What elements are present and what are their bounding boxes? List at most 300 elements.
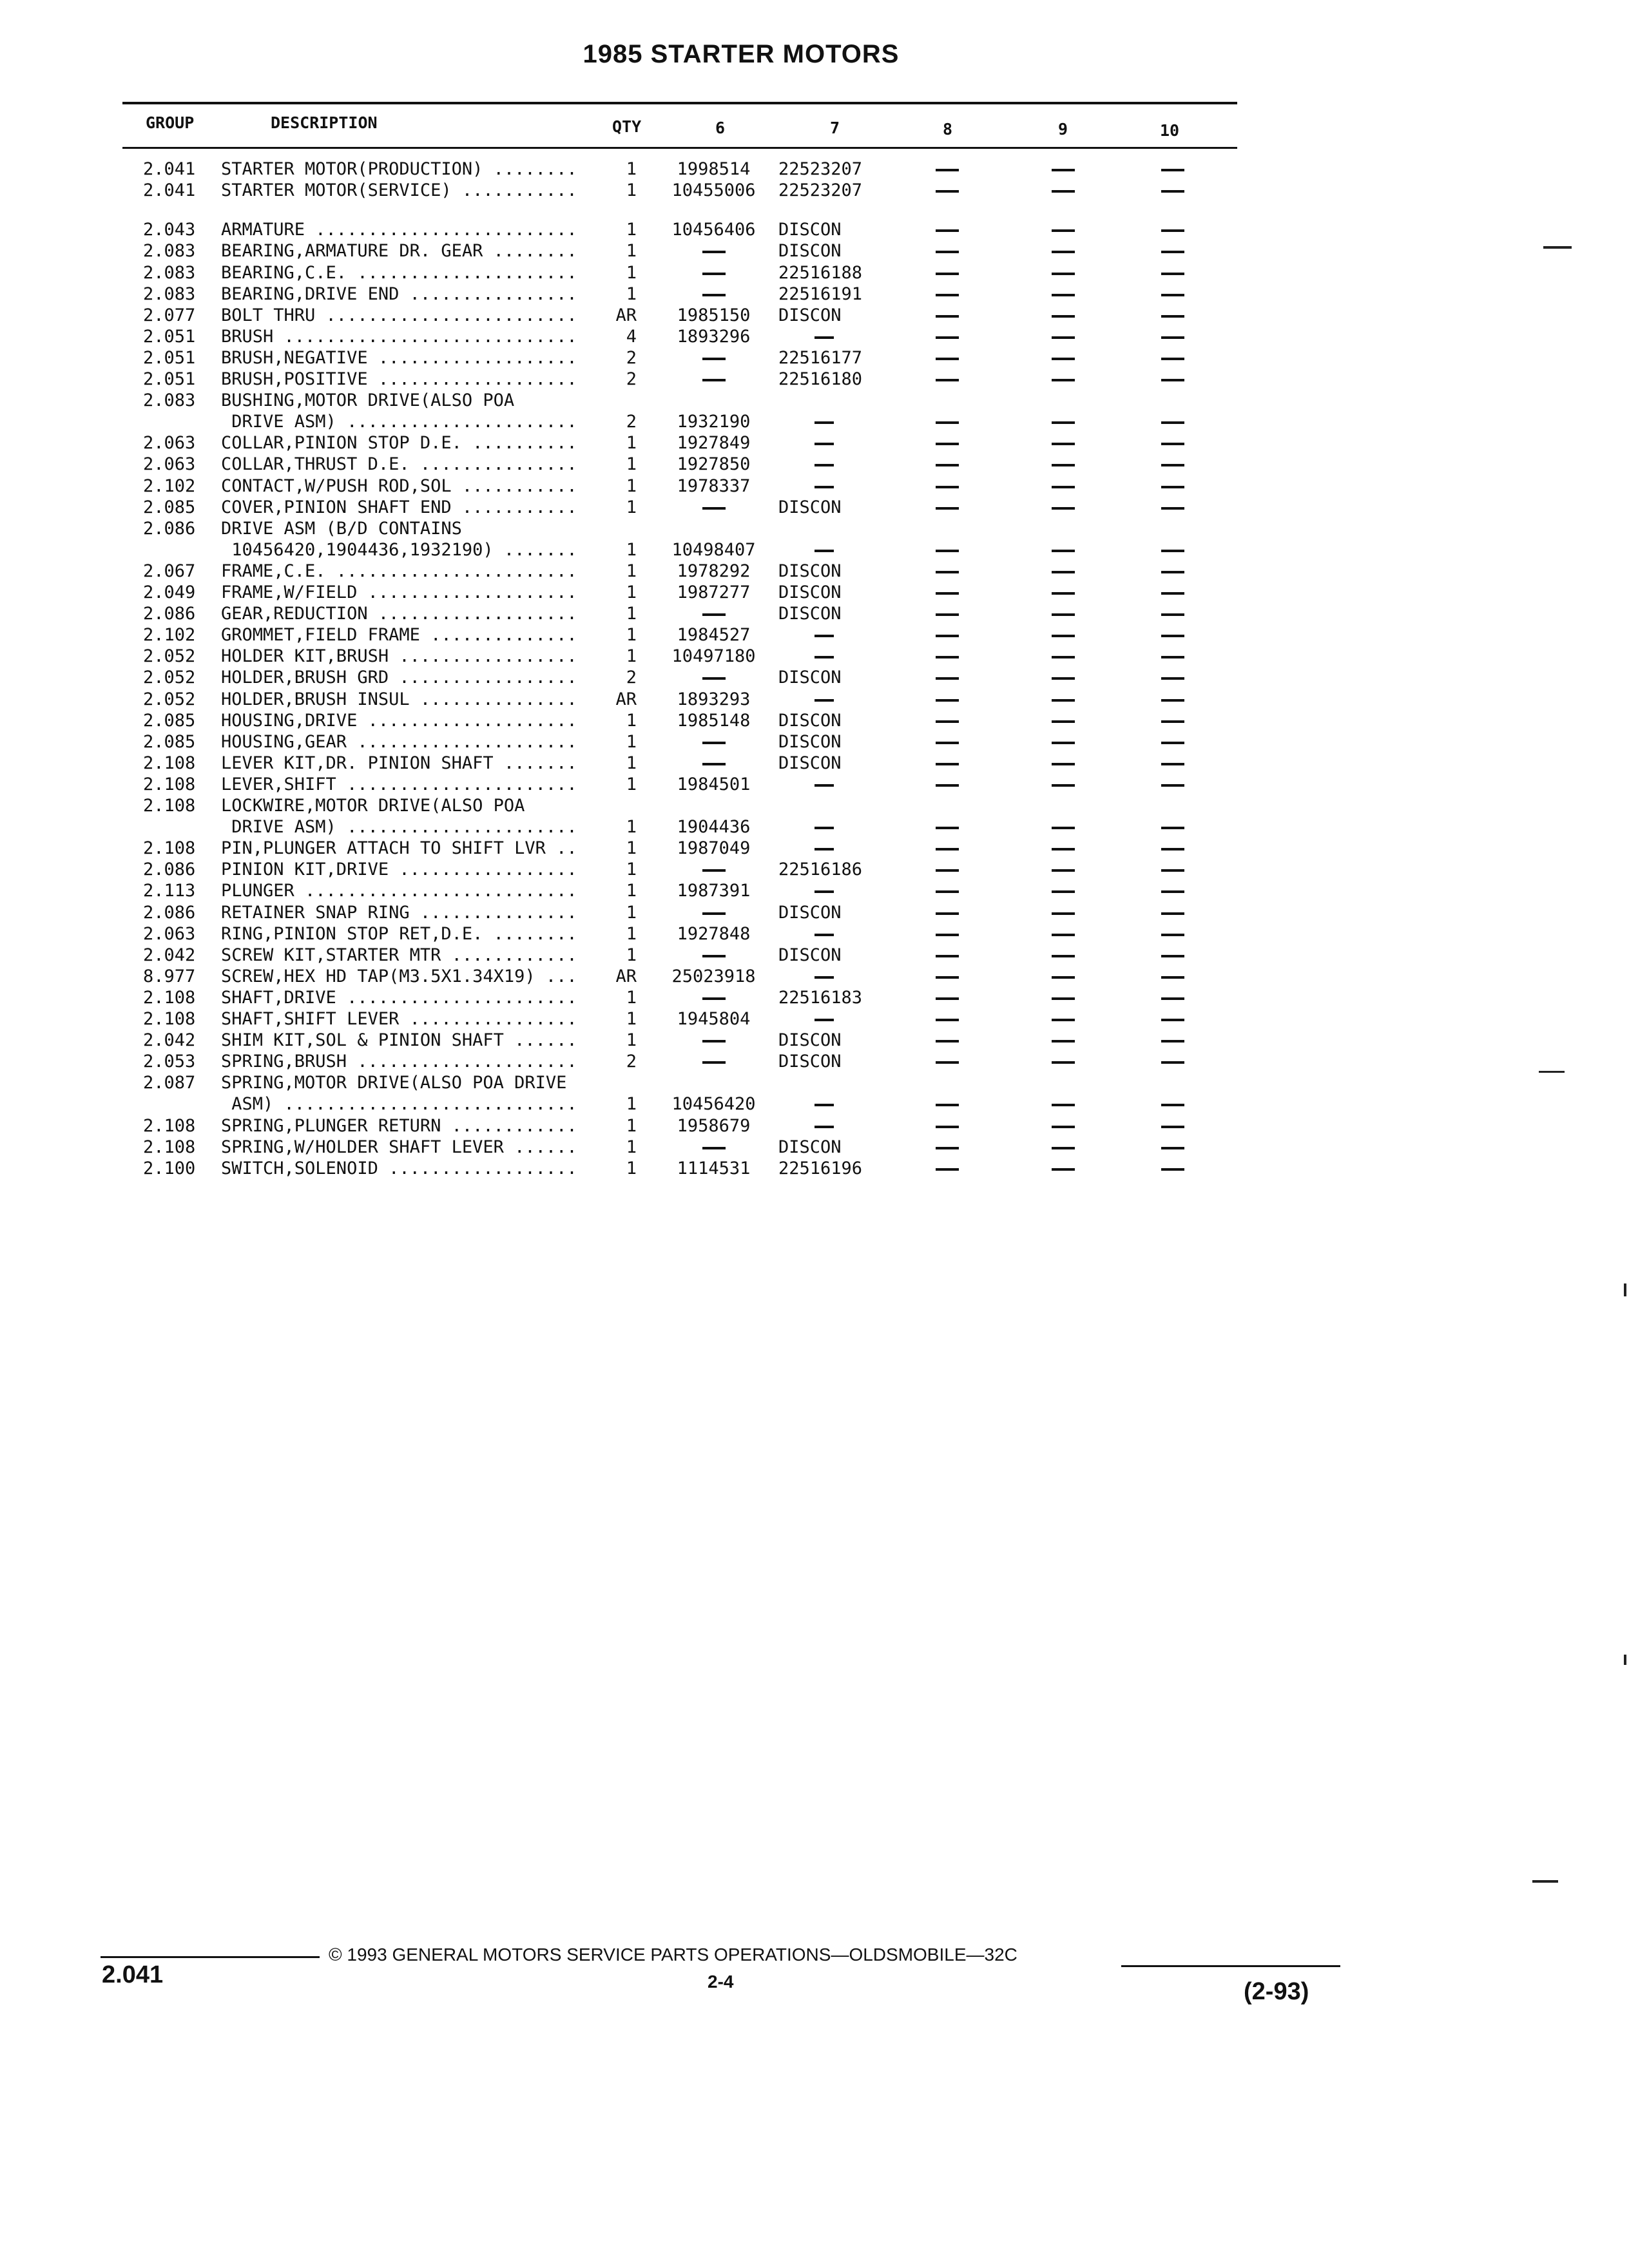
col-9-cell — [1044, 561, 1083, 582]
dash-mark — [1161, 1040, 1184, 1043]
dash-mark — [1052, 169, 1075, 171]
dash-mark — [815, 827, 834, 829]
group-cell: 2.108 — [143, 1116, 196, 1136]
col-10-cell — [1153, 966, 1192, 987]
dash-mark — [1052, 294, 1075, 296]
col-9-cell — [1044, 1115, 1083, 1137]
description-cell: SHAFT,SHIFT LEVER ................ — [221, 1009, 577, 1029]
dash-mark — [1052, 635, 1075, 637]
dash-mark — [936, 976, 959, 979]
col-9-cell — [1044, 646, 1083, 667]
col-7-cell: DISCON — [778, 305, 842, 325]
col-10-cell — [1153, 603, 1192, 624]
dash-mark — [936, 592, 959, 595]
dash-mark — [1052, 742, 1075, 744]
dash-mark — [1161, 464, 1184, 466]
col-10-cell — [1153, 159, 1192, 180]
group-cell: 2.108 — [143, 1009, 196, 1029]
col-9-cell — [1044, 624, 1083, 646]
col-9-cell — [1044, 219, 1083, 240]
dash-mark — [1161, 890, 1184, 893]
dash-mark — [1161, 997, 1184, 1000]
col-9-cell — [1044, 240, 1083, 262]
dash-mark — [1161, 955, 1184, 957]
dash-mark — [815, 550, 834, 552]
dash-mark — [1052, 890, 1075, 893]
group-cell: 2.042 — [143, 945, 196, 965]
col-8-cell — [928, 774, 967, 795]
col-10-cell — [1153, 859, 1192, 880]
col-10-cell — [1153, 667, 1192, 688]
col-9-cell — [1044, 902, 1083, 923]
col-7-cell — [778, 880, 882, 901]
dash-mark — [1052, 1019, 1075, 1021]
col-8-cell — [928, 411, 967, 432]
qty-cell: AR — [615, 966, 637, 986]
description-cell: ARMATURE ......................... — [221, 220, 577, 240]
qty-cell: 1 — [626, 159, 637, 179]
description-cell: SHAFT,DRIVE ...................... — [221, 988, 577, 1008]
col-10-header: 10 — [1160, 121, 1180, 140]
col-7-cell — [778, 816, 882, 838]
dash-mark — [936, 571, 959, 573]
col-9-cell — [1044, 923, 1083, 945]
qty-cell: 1 — [626, 1158, 637, 1178]
col-8-cell — [928, 624, 967, 646]
dash-mark — [936, 1040, 959, 1043]
col-qty-header: QTY — [612, 117, 642, 136]
col-7-cell — [778, 1115, 882, 1137]
description-cell: LEVER,SHIFT ...................... — [221, 774, 577, 794]
group-cell: 2.063 — [143, 924, 196, 944]
dash-mark — [1052, 848, 1075, 850]
col-description-header: DESCRIPTION — [271, 113, 378, 132]
col-6-cell — [657, 667, 770, 688]
group-cell: 2.108 — [143, 1137, 196, 1157]
col-9-cell — [1044, 859, 1083, 880]
col-10-cell — [1153, 646, 1192, 667]
group-cell: 2.063 — [143, 433, 196, 453]
col-6-cell: 1893296 — [677, 327, 751, 347]
dash-mark — [702, 379, 726, 381]
col-10-cell — [1153, 731, 1192, 753]
col-6-cell: 1984527 — [677, 625, 751, 645]
dash-mark — [1052, 507, 1075, 510]
group-cell: 2.041 — [143, 180, 196, 200]
group-cell: 2.085 — [143, 732, 196, 752]
dash-mark — [1161, 677, 1184, 680]
col-9-cell — [1044, 369, 1083, 390]
dash-mark — [1161, 763, 1184, 765]
col-7-header: 7 — [830, 119, 840, 137]
footer-right-rule — [1121, 1965, 1340, 1967]
col-8-cell — [928, 753, 967, 774]
dash-mark — [1161, 421, 1184, 424]
col-9-cell — [1044, 987, 1083, 1008]
dash-mark — [936, 635, 959, 637]
qty-cell: 1 — [626, 945, 637, 965]
col-7-cell: 22523207 — [778, 180, 863, 200]
description-cell: STARTER MOTOR(PRODUCTION) ........ — [221, 159, 577, 179]
qty-cell: 1 — [626, 433, 637, 453]
dash-mark — [702, 294, 726, 296]
dash-mark — [1161, 613, 1184, 616]
dash-mark — [702, 1061, 726, 1064]
col-6-cell — [657, 603, 770, 624]
qty-cell: 1 — [626, 604, 637, 624]
col-6-cell: 1978337 — [677, 476, 751, 496]
col-10-cell — [1153, 240, 1192, 262]
col-9-cell — [1044, 731, 1083, 753]
group-cell: 2.063 — [143, 454, 196, 474]
col-8-cell — [928, 219, 967, 240]
dash-mark — [936, 336, 959, 339]
dash-mark — [1161, 294, 1184, 296]
dash-mark — [815, 1019, 834, 1021]
dash-mark — [1161, 656, 1184, 658]
dash-mark — [1161, 742, 1184, 744]
dash-mark — [1161, 443, 1184, 445]
description-cell: SPRING,W/HOLDER SHAFT LEVER ...... — [221, 1137, 577, 1157]
col-7-cell: DISCON — [778, 945, 842, 965]
col-6-cell — [657, 987, 770, 1008]
group-cell: 2.083 — [143, 284, 196, 304]
col-9-cell — [1044, 1008, 1083, 1030]
dash-mark — [936, 955, 959, 957]
col-8-cell — [928, 923, 967, 945]
group-cell: 2.049 — [143, 582, 196, 602]
col-7-cell — [778, 689, 882, 710]
col-9-cell — [1044, 774, 1083, 795]
col-7-cell — [778, 1008, 882, 1030]
col-7-cell: DISCON — [778, 604, 842, 624]
col-7-cell — [778, 838, 882, 859]
dash-mark — [936, 890, 959, 893]
col-7-cell: 22516191 — [778, 284, 863, 304]
group-cell: 2.042 — [143, 1030, 196, 1050]
margin-mark — [1532, 1880, 1558, 1883]
dash-mark — [1052, 934, 1075, 936]
col-6-cell: 10497180 — [671, 646, 756, 666]
col-6-cell — [657, 902, 770, 923]
col-10-cell — [1153, 1137, 1192, 1158]
col-6-cell: 1984501 — [677, 774, 751, 794]
qty-cell: 1 — [626, 1009, 637, 1029]
description-cell: BOLT THRU ........................ — [221, 305, 577, 325]
col-8-header: 8 — [943, 120, 953, 139]
col-6-cell — [657, 945, 770, 966]
group-cell: 2.051 — [143, 348, 196, 368]
group-cell: 2.083 — [143, 263, 196, 283]
group-cell: 2.077 — [143, 305, 196, 325]
col-7-cell: 22516180 — [778, 369, 863, 389]
qty-cell: 1 — [626, 625, 637, 645]
col-10-cell — [1153, 1051, 1192, 1072]
description-cell: SCREW KIT,STARTER MTR ............ — [221, 945, 577, 965]
group-cell: 2.083 — [143, 390, 196, 410]
dash-mark — [936, 443, 959, 445]
dash-mark — [936, 421, 959, 424]
col-group-header: GROUP — [146, 113, 195, 132]
qty-cell: 1 — [626, 220, 637, 240]
qty-cell: 1 — [626, 924, 637, 944]
col-6-cell: 1998514 — [677, 159, 751, 179]
col-7-cell — [778, 454, 882, 475]
col-6-cell — [657, 1051, 770, 1072]
col-9-cell — [1044, 667, 1083, 688]
dash-mark — [815, 784, 834, 787]
col-9-cell — [1044, 880, 1083, 901]
qty-cell: 2 — [626, 412, 637, 432]
col-6-cell: 1114531 — [677, 1158, 751, 1178]
dash-mark — [1161, 1019, 1184, 1021]
dash-mark — [815, 464, 834, 466]
group-cell: 2.053 — [143, 1052, 196, 1072]
group-cell: 8.977 — [143, 966, 196, 986]
dash-mark — [1161, 571, 1184, 573]
dash-mark — [702, 677, 726, 680]
qty-cell: 1 — [626, 1137, 637, 1157]
col-10-cell — [1153, 219, 1192, 240]
dash-mark — [1052, 550, 1075, 552]
col-6-cell: 1932190 — [677, 412, 751, 432]
footer-page-number: 2-4 — [708, 1972, 734, 1992]
group-cell: 2.083 — [143, 241, 196, 261]
col-10-cell — [1153, 476, 1192, 497]
col-8-cell — [928, 987, 967, 1008]
dash-mark — [1052, 1147, 1075, 1149]
dash-mark — [1052, 251, 1075, 253]
description-cell: GROMMET,FIELD FRAME .............. — [221, 625, 577, 645]
col-10-cell — [1153, 1030, 1192, 1051]
col-6-cell: 1987277 — [677, 582, 751, 602]
dash-mark — [936, 869, 959, 872]
dash-mark — [1161, 912, 1184, 915]
col-8-cell — [928, 966, 967, 987]
dash-mark — [936, 464, 959, 466]
dash-mark — [1161, 635, 1184, 637]
group-cell: 2.108 — [143, 988, 196, 1008]
dash-mark — [702, 955, 726, 957]
col-6-cell: 1927848 — [677, 924, 751, 944]
header-bottom-rule — [122, 147, 1237, 149]
col-8-cell — [928, 1158, 967, 1179]
group-cell: 2.108 — [143, 753, 196, 773]
col-6-cell: 10456406 — [671, 220, 756, 240]
col-9-cell — [1044, 347, 1083, 369]
dash-mark — [936, 251, 959, 253]
group-cell: 2.108 — [143, 838, 196, 858]
margin-mark — [1543, 246, 1572, 249]
dash-mark — [1161, 848, 1184, 850]
dash-mark — [936, 229, 959, 232]
description-cell: COLLAR,PINION STOP D.E. .......... — [221, 433, 577, 453]
dash-mark — [1052, 571, 1075, 573]
description-cell: SPRING,MOTOR DRIVE(ALSO POA DRIVE — [221, 1073, 567, 1093]
dash-mark — [1052, 955, 1075, 957]
col-7-cell: DISCON — [778, 1137, 842, 1157]
dash-mark — [936, 1061, 959, 1064]
col-7-cell: DISCON — [778, 903, 842, 923]
col-9-cell — [1044, 1093, 1083, 1115]
col-6-cell — [657, 262, 770, 284]
qty-cell: AR — [615, 305, 637, 325]
col-8-cell — [928, 1137, 967, 1158]
col-10-cell — [1153, 774, 1192, 795]
col-8-cell — [928, 432, 967, 454]
group-cell: 2.113 — [143, 881, 196, 901]
qty-cell: 1 — [626, 1116, 637, 1136]
group-cell: 2.043 — [143, 220, 196, 240]
dash-mark — [702, 997, 726, 1000]
description-cell: PIN,PLUNGER ATTACH TO SHIFT LVR .. — [221, 838, 577, 858]
dash-mark — [936, 997, 959, 1000]
col-7-cell — [778, 432, 882, 454]
col-9-cell — [1044, 1137, 1083, 1158]
col-9-cell — [1044, 1051, 1083, 1072]
description-cell: FRAME,C.E. ....................... — [221, 561, 577, 581]
col-6-cell: 1927850 — [677, 454, 751, 474]
col-6-cell: 1987391 — [677, 881, 751, 901]
margin-mark — [1539, 1071, 1565, 1073]
qty-cell: 1 — [626, 241, 637, 261]
group-cell: 2.086 — [143, 519, 196, 539]
col-9-cell — [1044, 966, 1083, 987]
dash-mark — [702, 869, 726, 872]
dash-mark — [936, 848, 959, 850]
qty-cell: 1 — [626, 732, 637, 752]
col-7-cell — [778, 539, 882, 561]
dash-mark — [936, 827, 959, 829]
col-9-cell — [1044, 454, 1083, 475]
dash-mark — [936, 379, 959, 381]
dash-mark — [936, 1168, 959, 1171]
dash-mark — [1052, 336, 1075, 339]
dash-mark — [936, 784, 959, 787]
qty-cell: 4 — [626, 327, 637, 347]
dash-mark — [1052, 443, 1075, 445]
dash-mark — [702, 507, 726, 510]
col-6-cell: 25023918 — [671, 966, 756, 986]
col-8-cell — [928, 945, 967, 966]
col-9-cell — [1044, 816, 1083, 838]
col-8-cell — [928, 816, 967, 838]
col-6-cell — [657, 731, 770, 753]
dash-mark — [1052, 1061, 1075, 1064]
group-cell: 2.087 — [143, 1073, 196, 1093]
col-6-cell — [657, 859, 770, 880]
qty-cell: 1 — [626, 1030, 637, 1050]
qty-cell: 1 — [626, 838, 637, 858]
col-7-cell — [778, 476, 882, 497]
description-cell: HOUSING,GEAR ..................... — [221, 732, 577, 752]
qty-cell: 1 — [626, 817, 637, 837]
description-cell: BRUSH,NEGATIVE ................... — [221, 348, 577, 368]
col-9-cell — [1044, 476, 1083, 497]
dash-mark — [1161, 1147, 1184, 1149]
dash-mark — [1161, 699, 1184, 702]
description-cell: BEARING,C.E. ..................... — [221, 263, 577, 283]
group-cell: 2.051 — [143, 327, 196, 347]
col-8-cell — [928, 1030, 967, 1051]
col-10-cell — [1153, 454, 1192, 475]
col-7-cell: DISCON — [778, 1052, 842, 1072]
col-7-cell: DISCON — [778, 1030, 842, 1050]
dash-mark — [1052, 656, 1075, 658]
dash-mark — [1161, 251, 1184, 253]
col-10-cell — [1153, 987, 1192, 1008]
dash-mark — [702, 358, 726, 360]
col-7-cell: DISCON — [778, 582, 842, 602]
description-cell: SWITCH,SOLENOID .................. — [221, 1158, 577, 1178]
dash-mark — [1052, 720, 1075, 723]
col-9-cell — [1044, 326, 1083, 347]
qty-cell: 2 — [626, 668, 637, 687]
dash-mark — [1161, 869, 1184, 872]
group-cell: 2.067 — [143, 561, 196, 581]
dash-mark — [936, 1126, 959, 1128]
description-cell: BRUSH,POSITIVE ................... — [221, 369, 577, 389]
description-cell: DRIVE ASM) ...................... — [221, 817, 577, 837]
col-8-cell — [928, 284, 967, 305]
col-6-cell: 1987049 — [677, 838, 751, 858]
col-6-cell — [657, 284, 770, 305]
qty-cell: 1 — [626, 860, 637, 879]
col-8-cell — [928, 326, 967, 347]
description-cell: STARTER MOTOR(SERVICE) ........... — [221, 180, 577, 200]
group-cell: 2.100 — [143, 1158, 196, 1178]
description-cell: HOLDER,BRUSH INSUL ............... — [221, 689, 577, 709]
col-10-cell — [1153, 284, 1192, 305]
qty-cell: 1 — [626, 561, 637, 581]
dash-mark — [936, 550, 959, 552]
col-10-cell — [1153, 539, 1192, 561]
dash-mark — [815, 421, 834, 424]
col-10-cell — [1153, 689, 1192, 710]
dash-mark — [1052, 315, 1075, 318]
dash-mark — [1052, 997, 1075, 1000]
col-6-cell: 1927849 — [677, 433, 751, 453]
footer-section: 2.041 — [102, 1961, 164, 1988]
col-7-cell — [778, 774, 882, 795]
qty-cell: 1 — [626, 582, 637, 602]
col-8-cell — [928, 667, 967, 688]
dash-mark — [815, 443, 834, 445]
description-cell: GEAR,REDUCTION ................... — [221, 604, 577, 624]
qty-cell: 1 — [626, 497, 637, 517]
footer-left-rule — [101, 1956, 320, 1958]
description-cell: RING,PINION STOP RET,D.E. ........ — [221, 924, 577, 944]
description-cell: ASM) ............................ — [221, 1094, 577, 1114]
group-cell: 2.041 — [143, 159, 196, 179]
group-cell: 2.051 — [143, 369, 196, 389]
col-9-header: 9 — [1058, 120, 1068, 139]
col-8-cell — [928, 240, 967, 262]
col-7-cell: 22516183 — [778, 988, 863, 1008]
group-cell: 2.086 — [143, 860, 196, 879]
col-10-cell — [1153, 710, 1192, 731]
qty-cell: 1 — [626, 540, 637, 560]
col-7-cell: 22516177 — [778, 348, 863, 368]
dash-mark — [1161, 1061, 1184, 1064]
col-6-cell — [657, 1137, 770, 1158]
margin-mark — [1624, 1655, 1626, 1665]
description-cell: SHIM KIT,SOL & PINION SHAFT ...... — [221, 1030, 577, 1050]
col-8-cell — [928, 710, 967, 731]
description-cell: SCREW,HEX HD TAP(M3.5X1.34X19) ... — [221, 966, 577, 986]
dash-mark — [1161, 507, 1184, 510]
dash-mark — [1161, 379, 1184, 381]
